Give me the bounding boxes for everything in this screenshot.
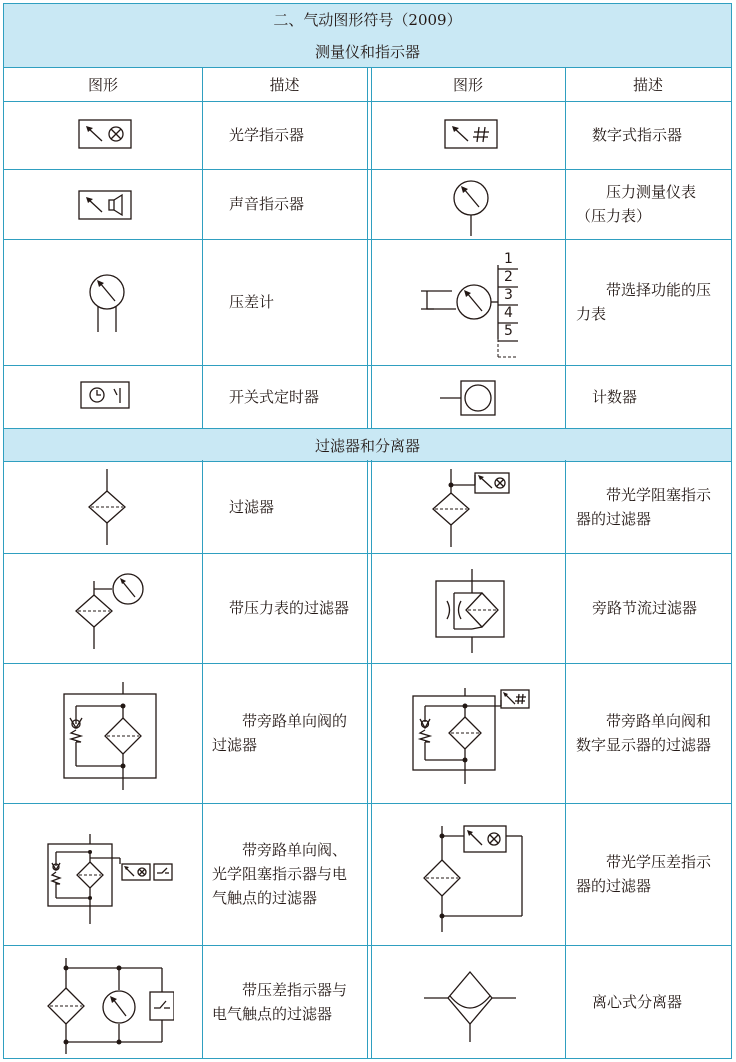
filter-icon [82, 467, 132, 547]
filter-bypass-digital-icon [411, 686, 533, 786]
description-text: 过滤器 [229, 497, 275, 516]
description-cell [212, 663, 367, 803]
description-text: 压差计 [229, 293, 275, 311]
column-header-symbol-right [371, 67, 565, 101]
digital-indicator-icon [444, 119, 498, 151]
column-header-text: 描述 [632, 75, 663, 94]
column-divider [371, 460, 372, 1058]
section-heading-filters-text: 过滤器和分离器 [314, 436, 420, 455]
column-divider [367, 460, 368, 1058]
section-heading-measuring-text: 测量仪和指示器 [314, 42, 420, 61]
description-cell [576, 460, 731, 553]
selector-number: 4 [504, 305, 513, 321]
description-cell [229, 460, 367, 553]
section-heading-filters [4, 428, 731, 462]
column-divider [202, 67, 203, 428]
description-text: 带旁路单向阀的过滤器 [212, 712, 348, 754]
bypass-throttle-filter-icon [432, 567, 512, 655]
counter-icon [438, 378, 500, 418]
description-cell [576, 169, 731, 239]
description-cell [592, 365, 731, 428]
column-header-description-left [202, 67, 367, 101]
selector-number: 2 [504, 269, 513, 285]
description-cell [229, 169, 367, 239]
filter-optical-clog-icon [429, 467, 514, 549]
switch-timer-icon [80, 381, 134, 413]
description-text: 声音指示器 [229, 195, 305, 213]
description-text: 带光学压差指示器的过滤器 [576, 853, 712, 895]
column-header-symbol-left [4, 67, 202, 101]
description-text: 数字式指示器 [592, 126, 683, 144]
column-header-text: 图形 [452, 75, 483, 94]
description-cell [229, 101, 367, 169]
description-text: 开关式定时器 [229, 387, 320, 406]
description-text: 计数器 [592, 387, 638, 406]
description-cell [229, 553, 367, 663]
description-cell [592, 945, 731, 1058]
description-cell [592, 553, 731, 663]
selector-number: 5 [504, 323, 513, 339]
differential-gauge-icon [80, 262, 134, 334]
selector-number: 3 [504, 287, 513, 303]
description-text: 离心式分离器 [592, 992, 683, 1011]
description-cell [576, 803, 731, 945]
filter-bypass-check-icon [62, 680, 158, 792]
description-cell [212, 803, 367, 945]
description-cell [576, 663, 731, 803]
filter-optical-differential-icon [416, 824, 531, 934]
description-text: 带光学阻塞指示器的过滤器 [576, 485, 712, 528]
table-title [4, 4, 731, 36]
description-cell [212, 945, 367, 1058]
description-cell [592, 101, 731, 169]
description-cell [576, 239, 731, 365]
column-header-description-right [565, 67, 731, 101]
centrifugal-separator-icon [420, 964, 520, 1044]
column-divider [367, 67, 368, 428]
column-divider [202, 460, 203, 1058]
acoustic-indicator-icon [78, 190, 132, 222]
column-divider [371, 67, 372, 428]
description-cell [229, 365, 367, 428]
description-text: 带旁路单向阀、光学阻塞指示器与电气触点的过滤器 [212, 841, 348, 907]
filter-bypass-optical-contact-icon [46, 832, 176, 926]
selector-number: 1 [504, 251, 513, 267]
filter-pressure-gauge-icon [70, 567, 148, 652]
description-text: 带选择功能的压力表 [576, 281, 712, 323]
description-text: 光学指示器 [229, 126, 305, 144]
description-cell [229, 239, 367, 365]
description-text: 旁路节流过滤器 [592, 599, 698, 617]
column-header-text: 描述 [269, 75, 300, 94]
pressure-gauge-icon [444, 176, 498, 238]
description-text: 带旁路单向阀和数字显示器的过滤器 [576, 712, 712, 754]
description-text: 压力测量仪表（压力表） [576, 183, 697, 225]
table-title-text: 二、气动图形符号（2009） [273, 11, 462, 29]
optical-indicator-icon [78, 119, 132, 151]
filter-differential-contact-icon [42, 956, 174, 1056]
symbol-table [3, 3, 732, 1059]
description-text: 带压力表的过滤器 [229, 599, 350, 617]
selector-gauge-icon [416, 247, 526, 362]
column-header-text: 图形 [87, 75, 118, 94]
description-text: 带压差指示器与电气触点的过滤器 [212, 980, 348, 1023]
column-divider [565, 67, 566, 428]
section-heading-measuring [4, 35, 731, 68]
column-divider [565, 460, 566, 1058]
